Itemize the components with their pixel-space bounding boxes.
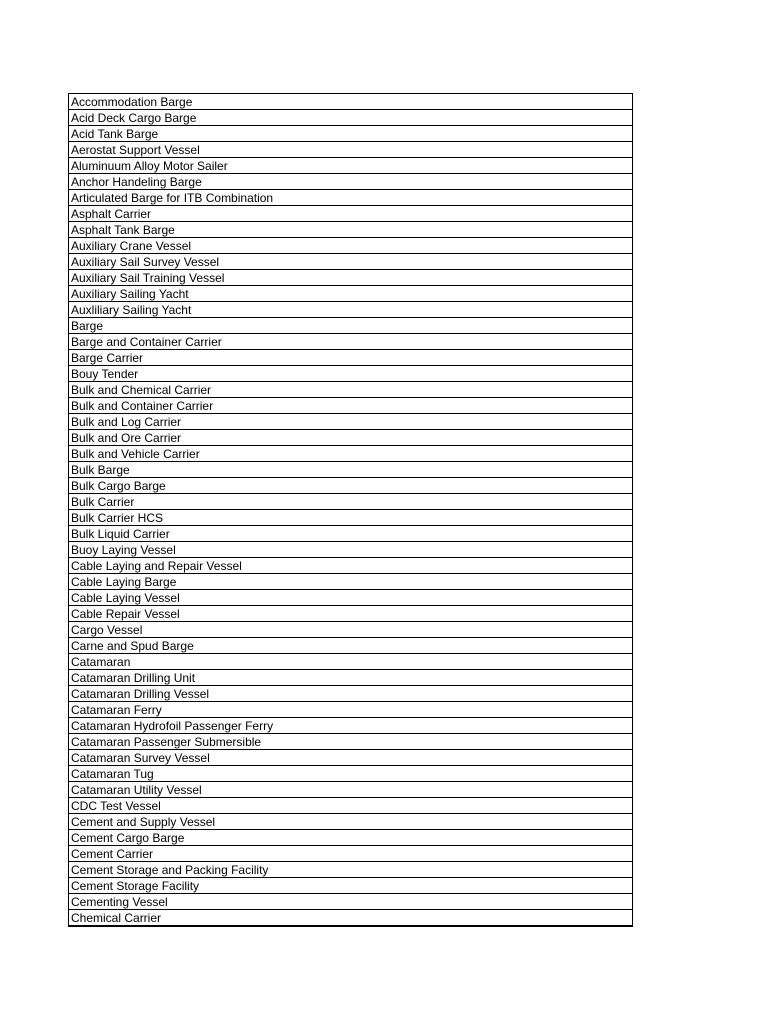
table-row: Cable Laying and Repair Vessel bbox=[69, 558, 632, 574]
table-row: Barge bbox=[69, 318, 632, 334]
table-row: Cable Laying Barge bbox=[69, 574, 632, 590]
table-row: Auxiliary Sail Training Vessel bbox=[69, 270, 632, 286]
table-row: Auxiliary Crane Vessel bbox=[69, 238, 632, 254]
table-row: Bulk and Vehicle Carrier bbox=[69, 446, 632, 462]
table-row: Asphalt Carrier bbox=[69, 206, 632, 222]
table-row: Acid Tank Barge bbox=[69, 126, 632, 142]
table-row: Cargo Vessel bbox=[69, 622, 632, 638]
table-row: Aerostat Support Vessel bbox=[69, 142, 632, 158]
table-row: Cementing Vessel bbox=[69, 894, 632, 910]
table-row: Catamaran Passenger Submersible bbox=[69, 734, 632, 750]
vessel-type-table bbox=[68, 93, 633, 927]
table-row: Bulk Carrier bbox=[69, 494, 632, 510]
table-row: Acid Deck Cargo Barge bbox=[69, 110, 632, 126]
table-row: Catamaran bbox=[69, 654, 632, 670]
table-row: Catamaran Hydrofoil Passenger Ferry bbox=[69, 718, 632, 734]
table-row: Bulk Cargo Barge bbox=[69, 478, 632, 494]
table-row: Bulk and Container Carrier bbox=[69, 398, 632, 414]
table-row: Chemical Carrier bbox=[69, 910, 632, 926]
table-row: Catamaran Drilling Unit bbox=[69, 670, 632, 686]
table-row: Bulk and Log Carrier bbox=[69, 414, 632, 430]
table-row: Bulk and Ore Carrier bbox=[69, 430, 632, 446]
table-row: Bulk and Chemical Carrier bbox=[69, 382, 632, 398]
table-row: Buoy Laying Vessel bbox=[69, 542, 632, 558]
table-row: Bulk Carrier HCS bbox=[69, 510, 632, 526]
table-row: CDC Test Vessel bbox=[69, 798, 632, 814]
table-row: Bouy Tender bbox=[69, 366, 632, 382]
table-row: Barge Carrier bbox=[69, 350, 632, 366]
table-row: Catamaran Utility Vessel bbox=[69, 782, 632, 798]
table-row: Catamaran Tug bbox=[69, 766, 632, 782]
table-row: Auxliliary Sailing Yacht bbox=[69, 302, 632, 318]
table-row: Cement Cargo Barge bbox=[69, 830, 632, 846]
table-row: Cement Storage and Packing Facility bbox=[69, 862, 632, 878]
table-row: Cement Carrier bbox=[69, 846, 632, 862]
table-row: Cement and Supply Vessel bbox=[69, 814, 632, 830]
table-row: Bulk Liquid Carrier bbox=[69, 526, 632, 542]
table-row: Cable Laying Vessel bbox=[69, 590, 632, 606]
table-row: Barge and Container Carrier bbox=[69, 334, 632, 350]
table-row: Anchor Handeling Barge bbox=[69, 174, 632, 190]
table-row: Accommodation Barge bbox=[69, 94, 632, 110]
table-row: Cable Repair Vessel bbox=[69, 606, 632, 622]
table-row: Asphalt Tank Barge bbox=[69, 222, 632, 238]
table-row: Articulated Barge for ITB Combination bbox=[69, 190, 632, 206]
table-row: Aluminuum Alloy Motor Sailer bbox=[69, 158, 632, 174]
table-row: Auxiliary Sailing Yacht bbox=[69, 286, 632, 302]
table-row: Bulk Barge bbox=[69, 462, 632, 478]
table-row: Catamaran Survey Vessel bbox=[69, 750, 632, 766]
table-row: Catamaran Drilling Vessel bbox=[69, 686, 632, 702]
table-row: Cement Storage Facility bbox=[69, 878, 632, 894]
table-row: Catamaran Ferry bbox=[69, 702, 632, 718]
table-row: Auxiliary Sail Survey Vessel bbox=[69, 254, 632, 270]
table-row: Carne and Spud Barge bbox=[69, 638, 632, 654]
